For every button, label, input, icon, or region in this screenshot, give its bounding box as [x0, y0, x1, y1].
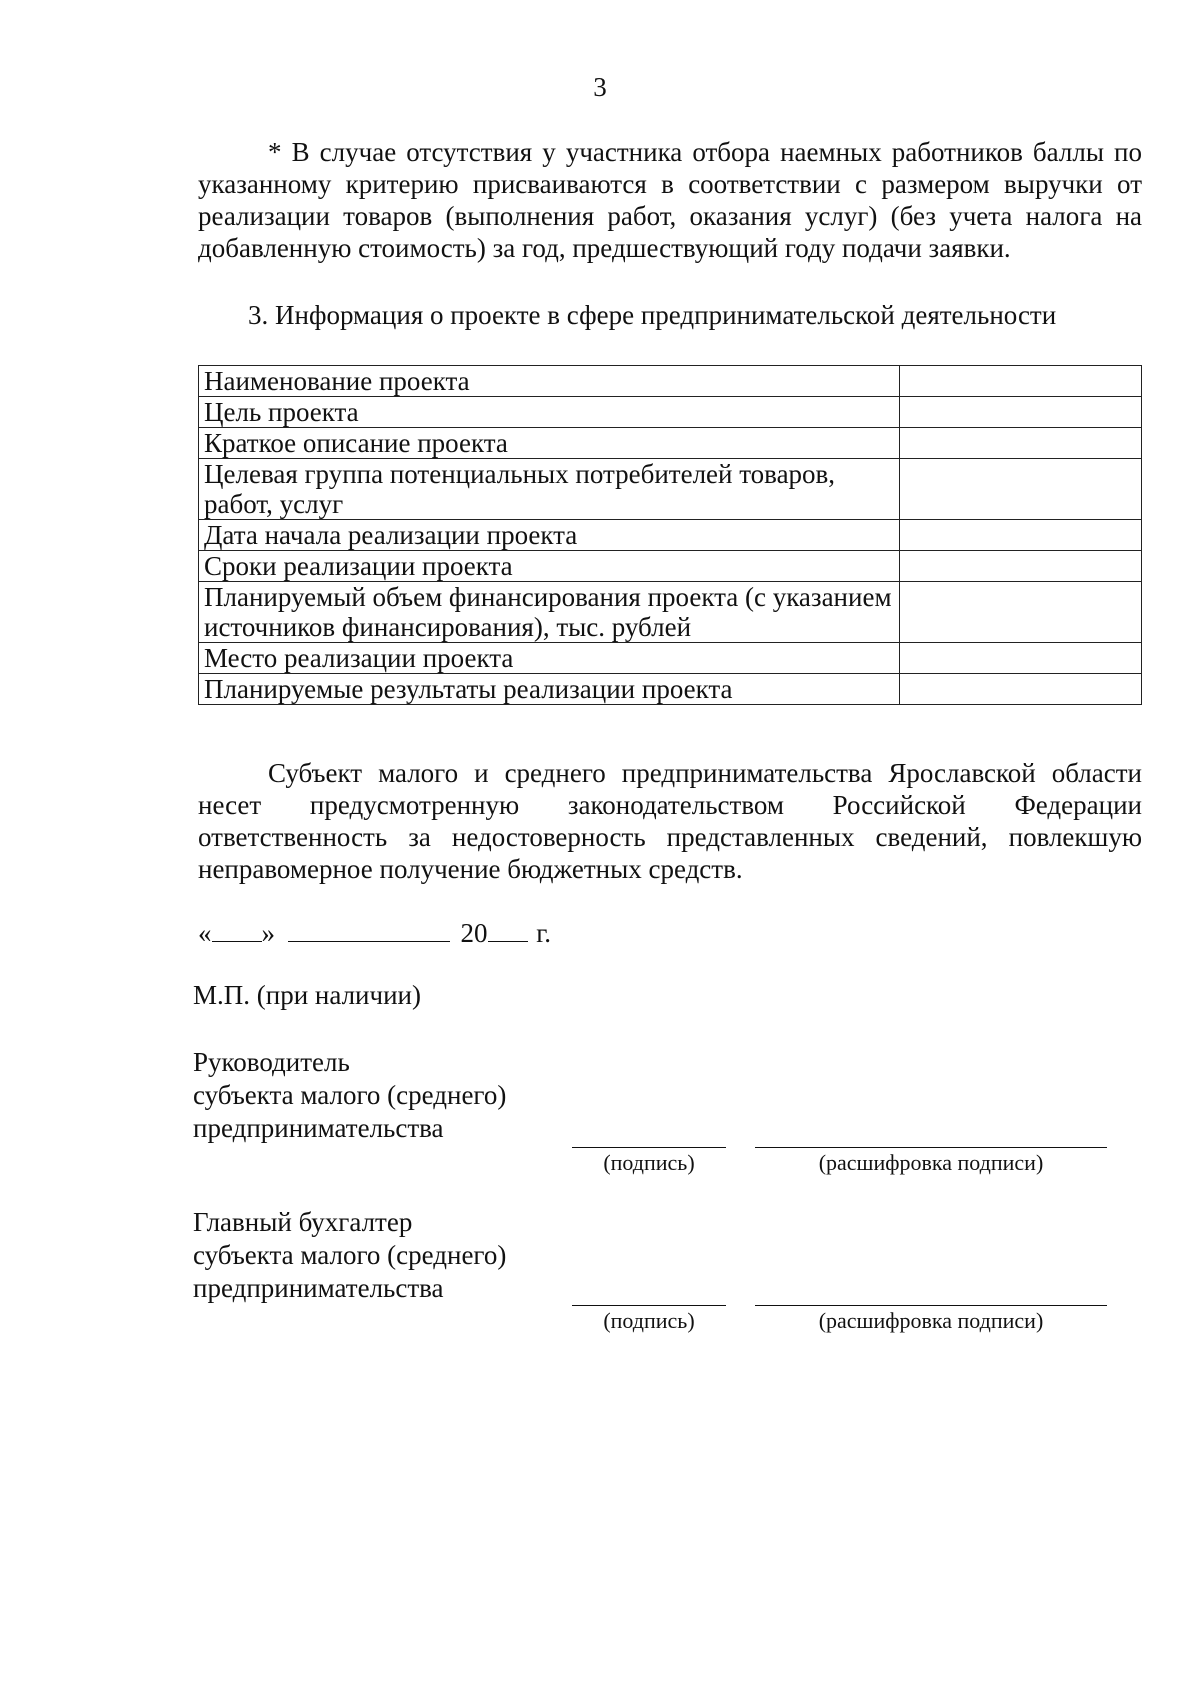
table-row	[199, 643, 1142, 674]
signature-line[interactable]	[572, 1305, 726, 1306]
director-block	[193, 1046, 506, 1145]
signatory-line: предпринимательства	[193, 1273, 444, 1303]
stamp-note: М.П. (при наличии)	[193, 980, 421, 1010]
row-label: Планируемые результаты реализации проекта	[199, 674, 900, 705]
signatory-title: Главный бухгалтер	[193, 1207, 413, 1237]
value-cell	[900, 551, 1142, 582]
value-cell	[900, 582, 1142, 643]
value-cell	[900, 674, 1142, 705]
value-cell	[900, 520, 1142, 551]
year-blank[interactable]	[488, 919, 528, 942]
footnote	[198, 136, 1142, 264]
date-line	[198, 918, 551, 949]
decoding-caption: (расшифровка подписи)	[818, 1308, 1044, 1333]
close-quote: »	[261, 918, 275, 948]
chief-accountant-block	[193, 1206, 506, 1305]
row-label: Целевая группа потенциальных потребителей товаров, работ, услуг	[199, 459, 900, 520]
table-row	[199, 674, 1142, 705]
value-cell	[900, 366, 1142, 397]
table-row	[199, 459, 1142, 520]
signature-caption: (подпись)	[603, 1308, 695, 1333]
row-label: Цель проекта	[199, 397, 900, 428]
signatory-line: субъекта малого (среднего)	[193, 1240, 507, 1270]
table-row	[199, 551, 1142, 582]
responsibility-paragraph	[198, 757, 1142, 885]
signature-decoding-line[interactable]	[755, 1305, 1107, 1306]
value-cell	[900, 397, 1142, 428]
responsibility-text: Субъект малого и среднего предпринимательства Ярославской области несет предусмотренную законодательством Российской Федерации ответственность за недостоверность представленных сведений, повлекшую неправомерное получение бюджетных средств.	[198, 758, 1142, 884]
day-blank[interactable]	[212, 919, 262, 942]
table-row	[199, 366, 1142, 397]
value-cell	[900, 459, 1142, 520]
row-label: Краткое описание проекта	[199, 428, 900, 459]
page-number: 3	[593, 72, 607, 102]
signature-line[interactable]	[572, 1147, 726, 1148]
year-prefix: 20	[460, 918, 488, 948]
row-label: Дата начала реализации проекта	[199, 520, 900, 551]
signature-decoding-line[interactable]	[755, 1147, 1107, 1148]
table-row	[199, 428, 1142, 459]
value-cell	[900, 643, 1142, 674]
footnote-text: * В случае отсутствия у участника отбора наемных работников баллы по указанному критерию присваиваются в соответствии с размером выручки от реализации товаров (выполнения работ, оказания услуг) (без учета налога на добавленную стоимость) за год, предшествующий году подачи заявки.	[198, 137, 1142, 263]
table-row	[199, 582, 1142, 643]
section-title: 3. Информация о проекте в сфере предпринимательской деятельности	[248, 300, 1057, 330]
row-label: Место реализации проекта	[199, 643, 900, 674]
open-quote: «	[198, 918, 212, 948]
table-row	[199, 397, 1142, 428]
signatory-line: субъекта малого (среднего)	[193, 1080, 507, 1110]
row-label: Сроки реализации проекта	[199, 551, 900, 582]
row-label: Наименование проекта	[199, 366, 900, 397]
project-info-table	[198, 365, 1142, 705]
signature-caption: (подпись)	[603, 1150, 695, 1175]
table-row	[199, 520, 1142, 551]
row-label: Планируемый объем финансирования проекта (с указанием источников финансирования), тыс. рублей	[199, 582, 900, 643]
year-suffix: г.	[536, 918, 552, 948]
signatory-title: Руководитель	[193, 1047, 350, 1077]
value-cell	[900, 428, 1142, 459]
decoding-caption: (расшифровка подписи)	[818, 1150, 1044, 1175]
month-blank[interactable]	[288, 919, 450, 942]
signatory-line: предпринимательства	[193, 1113, 444, 1143]
